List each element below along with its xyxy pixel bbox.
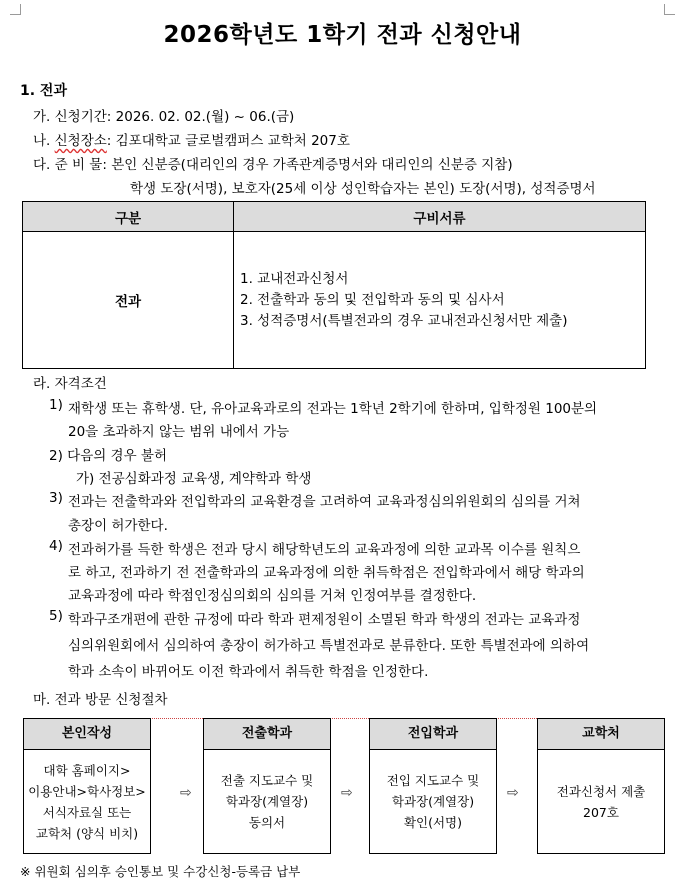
condition-number: 5) bbox=[49, 608, 63, 624]
step-description: 전과신청서 제출 207호 bbox=[556, 783, 646, 820]
condition-3-line2: 총장이 허가한다. bbox=[68, 518, 168, 534]
condition-number: 4) bbox=[49, 538, 63, 554]
condition-2-sub: 가) 전공심화과정 교육생, 계약학과 학생 bbox=[76, 471, 312, 487]
step-title: 교학처 bbox=[538, 719, 664, 750]
qualifications-heading: 라. 자격조건 bbox=[33, 376, 107, 392]
condition-4-line2: 로 하고, 전과하기 전 전출학과의 교육과정에 의한 취득학점은 전입학과에서 해당 학과의 bbox=[68, 565, 585, 581]
condition-1-line2: 20을 초과하지 않는 범위 내에서 가능 bbox=[68, 424, 290, 440]
step-description: 전입 지도교수 및 학과장(계열장) 확인(서명) bbox=[386, 773, 480, 830]
footnote: ※ 위원회 심의후 승인통보 및 수강신청-등록금 납부 bbox=[20, 864, 301, 879]
flow-connector bbox=[496, 718, 537, 719]
place-value: : 김포대학교 글로벌캠퍼스 교학처 207호 bbox=[106, 133, 350, 149]
procedure-step-self bbox=[23, 718, 151, 854]
step-title: 전입학과 bbox=[370, 719, 496, 750]
period-label: 가. 신청기간: bbox=[33, 109, 112, 125]
condition-5-line1: 학과구조개편에 관한 규정에 따라 학과 편제정원이 소멸된 학과 학생의 전과는 교육과정 bbox=[68, 612, 581, 628]
condition-5-line2: 심의위원회에서 심의하여 총장이 허가하고 특별전과로 분류한다. 또한 특별전과에 의하여 bbox=[68, 638, 590, 654]
procedure-step-incoming-dept bbox=[369, 718, 497, 854]
section-heading: 1. 전과 bbox=[20, 83, 67, 99]
step-title: 전출학과 bbox=[204, 719, 330, 750]
period-row bbox=[33, 105, 294, 125]
procedure-heading: 마. 전과 방문 신청절차 bbox=[33, 692, 168, 708]
page-corner-mark bbox=[10, 4, 21, 15]
step-description: 대학 홈페이지> 이용안내>학사정보> 서식자료실 또는 교학처 (양식 비치) bbox=[28, 762, 146, 841]
condition-1-line1: 재학생 또는 휴학생. 단, 유아교육과로의 전과는 1학년 2학기에 한하며, 입학정원 100분의 bbox=[68, 401, 598, 417]
materials-value-line2: 학생 도장(서명), 보호자(25세 이상 성인학습자는 본인) 도장(서명), 성적증명서 bbox=[130, 181, 596, 197]
place-label: 나. bbox=[33, 133, 55, 149]
place-row bbox=[33, 129, 350, 149]
right-arrow-icon: ⇨ bbox=[180, 785, 192, 801]
right-arrow-icon: ⇨ bbox=[341, 785, 353, 801]
table-header-docs: 구비서류 bbox=[234, 202, 646, 232]
step-description: 전출 지도교수 및 학과장(계열장) 동의서 bbox=[220, 773, 314, 830]
doc-item: 2. 전출학과 동의 및 전입학과 동의 및 심사서 bbox=[240, 291, 505, 308]
doc-item: 1. 교내전과신청서 bbox=[240, 270, 349, 287]
table-header-kind: 구분 bbox=[23, 202, 234, 232]
condition-number: 3) bbox=[49, 490, 63, 506]
page-corner-mark bbox=[664, 4, 675, 15]
condition-5-line3: 학과 소속이 바뀌어도 이전 학과에서 취득한 학점을 인정한다. bbox=[68, 664, 429, 680]
materials-label: 다. 준 비 물: bbox=[33, 157, 107, 173]
required-documents-table bbox=[22, 201, 646, 369]
condition-4-line1: 전과허가를 득한 학생은 전과 당시 해당학년도의 교육과정에 의한 교과목 이수를 원칙으 bbox=[68, 542, 581, 558]
condition-4-line3: 교육과정에 따라 학점인정심의회의 심의를 거쳐 인정여부를 결정한다. bbox=[68, 588, 477, 604]
condition-number: 1) bbox=[49, 397, 63, 413]
step-title: 본인작성 bbox=[24, 719, 150, 750]
period-value: 2026. 02. 02.(월) ~ 06.(금) bbox=[115, 109, 295, 125]
procedure-step-academic-office bbox=[537, 718, 665, 854]
condition-3-line1: 전과는 전출학과와 전입학과의 교육환경을 고려하여 교육과정심의위원회의 심의를 거쳐 bbox=[68, 494, 581, 510]
materials-value: 본인 신분증(대리인의 경우 가족관계증명서와 대리인의 신분증 지참) bbox=[111, 157, 513, 173]
table-cell-docs bbox=[234, 232, 646, 369]
flow-connector bbox=[330, 718, 369, 719]
table-cell-kind: 전과 bbox=[23, 232, 234, 369]
place-label-underlined: 신청장소 bbox=[54, 133, 107, 149]
right-arrow-icon: ⇨ bbox=[507, 785, 519, 801]
table-row bbox=[23, 232, 646, 369]
procedure-step-outgoing-dept bbox=[203, 718, 331, 854]
doc-item: 3. 성적증명서(특별전과의 경우 교내전과신청서만 제출) bbox=[240, 312, 568, 329]
condition-2: 2) 다음의 경우 불허 bbox=[49, 448, 168, 464]
page-title: 2026학년도 1학기 전과 신청안내 bbox=[163, 22, 522, 48]
flow-connector bbox=[149, 718, 203, 719]
materials-row bbox=[33, 153, 513, 173]
